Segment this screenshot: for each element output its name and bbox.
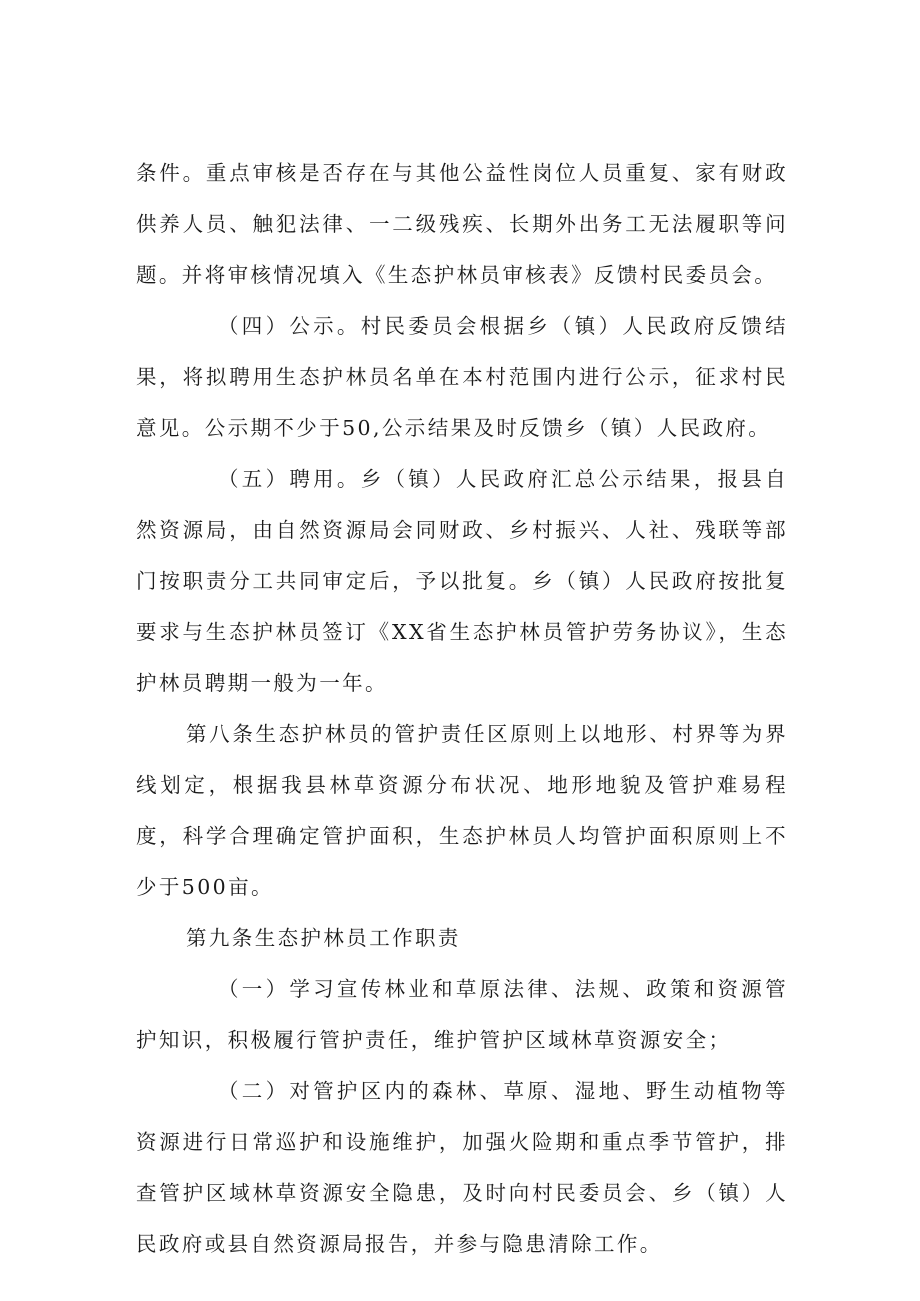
paragraph-duty-2: （二）对管护区内的森林、草原、湿地、野生动植物等资源进行日常巡护和设施维护，加强火险期和重点季节管护，排查管护区域林草资源安全隐患，及时向村民委员会、乡（镇）人民政府或县自然资源局报告，并参与隐患清除工作。 bbox=[136, 1079, 788, 1256]
paragraph-review-conditions: 条件。重点审核是否存在与其他公益性岗位人员重复、家有财政供养人员、触犯法律、一二级残疾、长期外出务工无法履职等问题。并将审核情况填入《生态护林员审核表》反馈村民委员会。 bbox=[136, 161, 788, 287]
paragraph-article-9-heading: 第九条生态护林员工作职责 bbox=[186, 926, 461, 950]
document-body bbox=[136, 148, 788, 1270]
paragraph-employment: （五）聘用。乡（镇）人民政府汇总公示结果，报县自然资源局，由自然资源局会同财政、乡村振兴、人社、残联等部门按职责分工共同审定后，予以批复。乡（镇）人民政府按批复要求与生态护林员签订《XX省生态护林员管护劳务协议》，生态护林员聘期一般为一年。 bbox=[136, 467, 788, 695]
paragraph-publicity: （四）公示。村民委员会根据乡（镇）人民政府反馈结果，将拟聘用生态护林员名单在本村范围内进行公示，征求村民意见。公示期不少于50,公示结果及时反馈乡（镇）人民政府。 bbox=[136, 314, 788, 440]
paragraph-duty-1: （一）学习宣传林业和草原法律、法规、政策和资源管护知识，积极履行管护责任，维护管护区域林草资源安全； bbox=[136, 977, 788, 1052]
paragraph-article-8: 第八条生态护林员的管护责任区原则上以地形、村界等为界线划定，根据我县林草资源分布状况、地形地貌及管护难易程度，科学合理确定管护面积，生态护林员人均管护面积原则上不少于500亩。 bbox=[136, 722, 788, 899]
